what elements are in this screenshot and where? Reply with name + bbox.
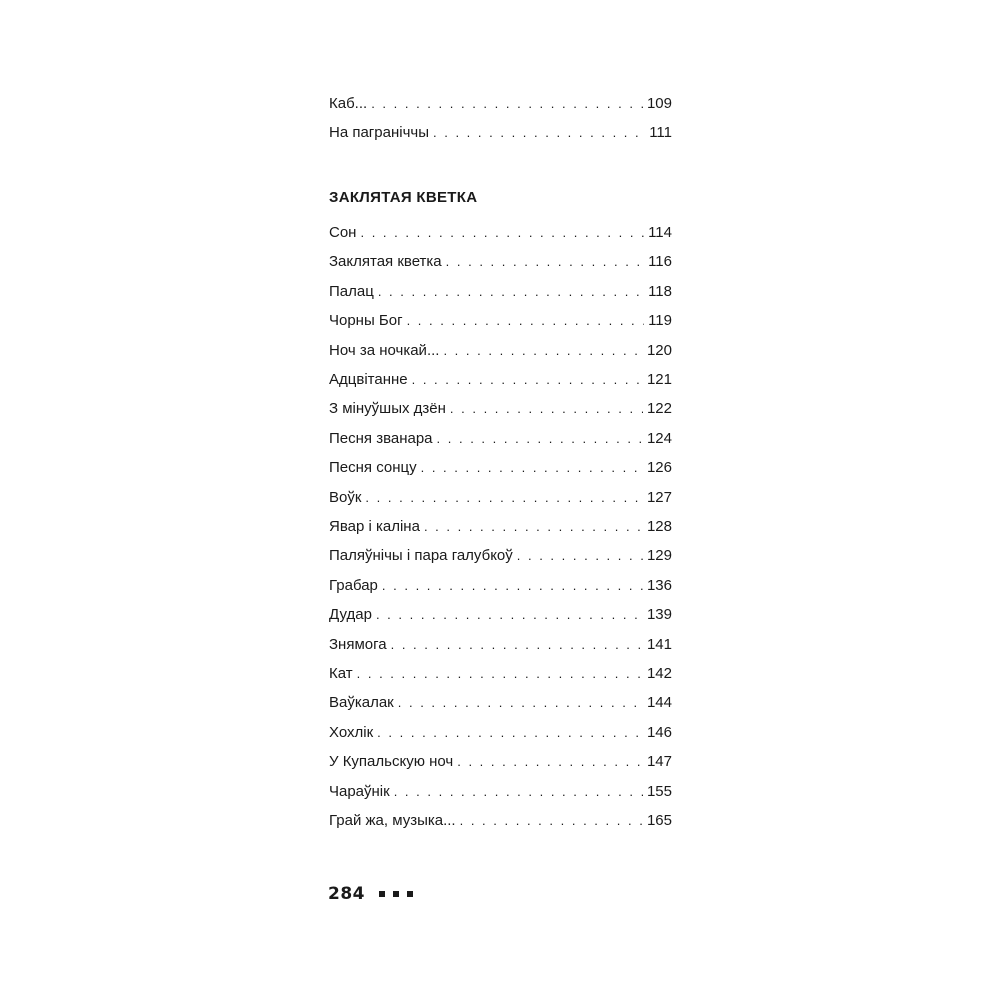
toc-entry [329, 428, 672, 450]
toc-entry [329, 575, 672, 597]
toc-entry-page: 144 [646, 694, 672, 711]
toc-entry-title: Каб... [329, 95, 368, 112]
square-ornament [407, 891, 413, 897]
toc-entry [329, 634, 672, 656]
dot-leader [398, 692, 643, 714]
toc-entry-page: 142 [646, 665, 672, 682]
toc-entry [329, 516, 672, 538]
dot-leader [412, 369, 643, 391]
dot-leader [407, 310, 645, 332]
toc-entry-title: Ноч за ночкай... [329, 342, 440, 359]
toc-entry [329, 122, 672, 144]
toc-entry-title: У Купальскую ноч [329, 753, 454, 770]
dot-leader [517, 545, 643, 567]
toc-entry [329, 457, 672, 479]
toc-entry-title: Кат [329, 665, 353, 682]
dot-leader [394, 781, 643, 803]
toc-entry-title: Грай жа, музыка... [329, 812, 456, 829]
toc-entry-title: Воўк [329, 489, 362, 506]
toc-entry [329, 781, 672, 803]
toc-entry-title: Чараўнiк [329, 783, 390, 800]
toc-entry [329, 251, 672, 273]
square-ornament [393, 891, 399, 897]
toc-entry [329, 487, 672, 509]
page-number: 284 [328, 884, 365, 904]
toc-entry-page: 139 [646, 606, 672, 623]
toc-entry-page: 127 [646, 489, 672, 506]
dot-leader [377, 722, 643, 744]
toc-entry-title: На пагранiччы [329, 124, 429, 141]
toc-entry [329, 751, 672, 773]
dot-leader [376, 604, 643, 626]
toc-entry-title: Ваўкалак [329, 694, 394, 711]
toc-entry-title: З мiнуўшых дзён [329, 400, 446, 417]
toc-entry-title: Песня сонцу [329, 459, 417, 476]
toc-entry [329, 222, 672, 244]
toc-entry [329, 93, 672, 115]
toc-entry-title: Дудар [329, 606, 372, 623]
toc-entry [329, 369, 672, 391]
dot-leader [457, 751, 643, 773]
toc-entry-title: Адцвiтанне [329, 371, 408, 388]
dot-leader [437, 428, 643, 450]
toc-entry [329, 810, 672, 832]
toc-entry [329, 398, 672, 420]
toc-entry-page: 109 [646, 95, 672, 112]
toc-entry-page: 119 [648, 312, 672, 329]
toc-entry-title: Знямога [329, 636, 387, 653]
toc-entry-page: 155 [646, 783, 672, 800]
toc-entry-title: Заклятая кветка [329, 253, 442, 270]
toc-entry-page: 129 [646, 547, 672, 564]
toc-entry [329, 604, 672, 626]
section-heading: ЗАКЛЯТАЯ КВЕТКА [329, 189, 478, 206]
page-footer [328, 884, 413, 904]
toc-entry-title: Хохлiк [329, 724, 374, 741]
dot-leader [371, 93, 643, 115]
dot-leader [360, 222, 644, 244]
toc-entry-page: 116 [648, 253, 672, 270]
toc-entry-page: 114 [648, 224, 672, 241]
square-ornament [379, 891, 385, 897]
toc-entry-page: 141 [646, 636, 672, 653]
dot-leader [365, 487, 643, 509]
toc-entry-title: Сон [329, 224, 357, 241]
toc-entry-page: 118 [648, 283, 672, 300]
toc-entry [329, 663, 672, 685]
toc-entry [329, 310, 672, 332]
toc-entry [329, 722, 672, 744]
toc-entry-page: 146 [646, 724, 672, 741]
toc-entry-page: 128 [646, 518, 672, 535]
toc-entry-page: 126 [646, 459, 672, 476]
toc-entry-page: 124 [646, 430, 672, 447]
dot-leader [378, 281, 644, 303]
toc-entry-title: Грабар [329, 577, 378, 594]
dot-leader [391, 634, 643, 656]
toc-entry [329, 545, 672, 567]
dot-leader [424, 516, 643, 538]
dot-leader [450, 398, 643, 420]
dot-leader [433, 122, 645, 144]
toc-entry-page: 121 [646, 371, 672, 388]
toc-entry-title: Песня званара [329, 430, 433, 447]
toc-entry-title: Паляўнiчы i пара галубкоў [329, 547, 513, 564]
toc-entry-page: 147 [646, 753, 672, 770]
toc-entry-page: 111 [649, 124, 672, 141]
toc-entry-page: 122 [646, 400, 672, 417]
dot-leader [443, 340, 643, 362]
toc-entry [329, 692, 672, 714]
toc-entry [329, 281, 672, 303]
toc-entry-title: Чорны Бог [329, 312, 403, 329]
dot-leader [382, 575, 643, 597]
toc-entry [329, 340, 672, 362]
toc-entry-page: 120 [646, 342, 672, 359]
toc-entry-page: 165 [646, 812, 672, 829]
dot-leader [446, 251, 644, 273]
toc-entry-title: Палац [329, 283, 374, 300]
dot-leader [460, 810, 643, 832]
toc-entry-page: 136 [646, 577, 672, 594]
toc-entry-title: Явар i калiна [329, 518, 420, 535]
dot-leader [357, 663, 643, 685]
dot-leader [421, 457, 643, 479]
